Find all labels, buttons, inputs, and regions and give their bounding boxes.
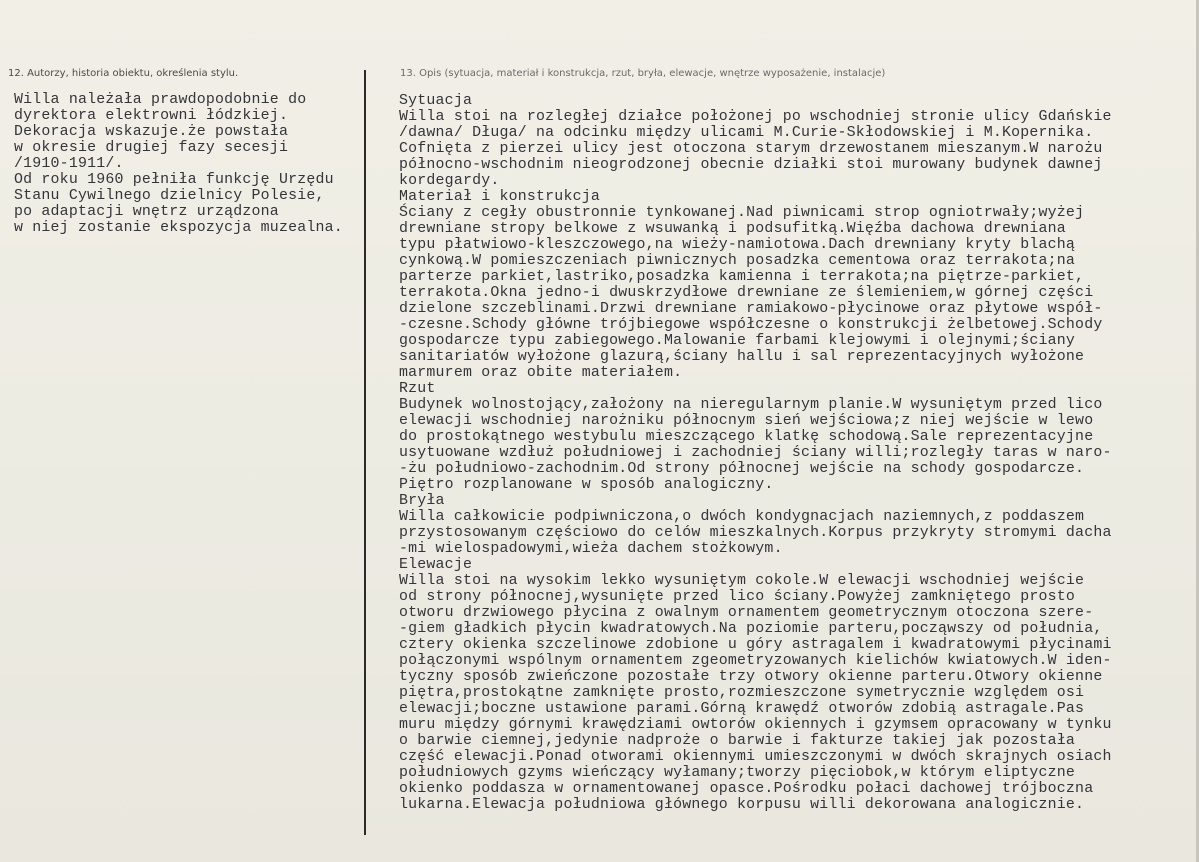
text-line: Willa stoi na wysokim lekko wysuniętym cokole.W elewacji wschodniej wejście bbox=[399, 573, 1085, 589]
text-line: Elewacje bbox=[399, 557, 473, 573]
text-line: Od roku 1960 pełniła funkcję Urzędu bbox=[14, 172, 334, 188]
text-line: cynkową.W pomieszczeniach piwnicznych posadzka cementowa oraz terrakota;na bbox=[399, 253, 1076, 269]
text-line: terrakota.Okna jedno-i dwuskrzydłowe drewniane ze ślemieniem,w górnej części bbox=[399, 285, 1094, 301]
text-line: -żu południowo-zachodnim.Od strony północnej wejście na schody gospodarcze. bbox=[399, 461, 1085, 477]
text-line: /dawna/ Długa/ na odcinku między ulicami M.Curie-Skłodowskiej i M.Kopernika. bbox=[399, 125, 1094, 141]
text-line: kordegardy. bbox=[399, 173, 500, 189]
text-line: o barwie ciemnej,jedynie nadproże o barwie i fakturze takiej jak pozostała bbox=[399, 733, 1076, 749]
text-line: gospodarcze typu zabiegowego.Malowanie farbami klejowymi i olejnymi;ściany bbox=[399, 333, 1076, 349]
text-line: drewniane stropy belkowe z wsuwanką i podsufitką.Więźba dachowa drewniana bbox=[399, 221, 1066, 237]
column-divider bbox=[364, 70, 366, 835]
text-line: usytuowane wzdłuż południowej i zachodniej ściany willi;rozległy taras w naro- bbox=[399, 445, 1112, 461]
text-line: tyczny sposób zwieńczone pozostałe trzy otwory okienne parteru.Otwory okienne bbox=[399, 669, 1103, 685]
text-line: elewacji wschodniej narożniku północnym sień wejściowa;z niej wejście w lewo bbox=[399, 413, 1094, 429]
text-line: otworu drzwiowego płycina z owalnym ornamentem geometrycznym otoczona szere- bbox=[399, 605, 1094, 621]
right-column-text bbox=[399, 93, 1199, 813]
text-line: w niej zostanie ekspozycja muzealna. bbox=[14, 220, 343, 236]
text-line: Stanu Cywilnego dzielnicy Polesie, bbox=[14, 188, 325, 204]
text-line: po adaptacji wnętrz urządzona bbox=[14, 204, 279, 220]
text-line: marmurem oraz obite materiałem. bbox=[399, 365, 683, 381]
text-line: -mi wielospadowymi,wieża dachem stożkowym. bbox=[399, 541, 783, 557]
text-line: okienko poddasza w ornamentowanej opasce.Pośrodku połaci dachowej trójboczna bbox=[399, 781, 1094, 797]
text-line: muru między górnymi krawędziami owtorów okiennych i gzymsem opracowany w tynku bbox=[399, 717, 1112, 733]
text-line: sanitariatów wyłożone glazurą,ściany hallu i sal reprezentacyjnych wyłożone bbox=[399, 349, 1085, 365]
text-line: Willa całkowicie podpiwniczona,o dwóch kondygnacjach naziemnych,z poddaszem bbox=[399, 509, 1085, 525]
text-line: Rzut bbox=[399, 381, 436, 397]
text-line: elewacji;boczne ustawione parami.Górną krawędź otworów zdobią astragale.Pas bbox=[399, 701, 1085, 717]
text-line: połączonymi wspólnym ornamentem zgeometryzowanych kielichów kwiatowych.W iden- bbox=[399, 653, 1112, 669]
header-left: 12. Autorzy, historia obiektu, określenia stylu. bbox=[8, 68, 239, 79]
left-column-text bbox=[14, 92, 364, 236]
text-line: część elewacji.Ponad otworami okiennymi umieszczonymi w dwóch skrajnych osiach bbox=[399, 749, 1112, 765]
text-line: parterze parkiet,lastriko,posadzka kamienna i terrakota;na piętrze-parkiet, bbox=[399, 269, 1085, 285]
text-line: Ściany z cegły obustronnie tynkowanej.Nad piwnicami strop ogniotrwały;wyżej bbox=[399, 205, 1085, 221]
text-line: Willa należała prawdopodobnie do bbox=[14, 92, 307, 108]
text-line: -giem gładkich płycin kwadratowych.Na poziomie parteru,począwszy od południa, bbox=[399, 621, 1103, 637]
text-line: cztery okienka szczelinowe zdobione u góry astragalem i kwadratowymi płycinami bbox=[399, 637, 1112, 653]
text-line: piętra,prostokątne zamknięte prosto,rozmieszczone symetrycznie względem osi bbox=[399, 685, 1085, 701]
text-line: Budynek wolnostojący,założony na nieregularnym planie.W wysuniętym przed lico bbox=[399, 397, 1103, 413]
text-line: Bryła bbox=[399, 493, 445, 509]
text-line: Cofnięta z pierzei ulicy jest otoczona starym drzewostanem mieszanym.W narożu bbox=[399, 141, 1103, 157]
text-line: Sytuacja bbox=[399, 93, 473, 109]
text-line: typu płatwiowo-kleszczowego,na wieży-namiotowa.Dach drewniany kryty blachą bbox=[399, 237, 1076, 253]
text-line: Willa stoi na rozległej działce położonej po wschodniej stronie ulicy Gdańskie bbox=[399, 109, 1112, 125]
text-line: przystosowanym częściowo do celów mieszkalnych.Korpus przykryty stromymi dacha bbox=[399, 525, 1112, 541]
header-right: 13. Opis (sytuacja, materiał i konstrukcja, rzut, bryła, elewacje, wnętrze wyposażenie, instalacje) bbox=[400, 68, 886, 79]
text-line: Dekoracja wskazuje.że powstała bbox=[14, 124, 289, 140]
text-line: północno-wschodnim nieogrodzonej obecnie działki stoi murowany budynek dawnej bbox=[399, 157, 1103, 173]
text-line: -czesne.Schody główne trójbiegowe współczesne o konstrukcji żelbetowej.Schody bbox=[399, 317, 1103, 333]
text-line: do prostokątnego westybulu mieszczącego klatkę schodową.Sale reprezentacyjne bbox=[399, 429, 1094, 445]
text-line: Materiał i konstrukcja bbox=[399, 189, 600, 205]
text-line: w okresie drugiej fazy secesji bbox=[14, 140, 289, 156]
text-line: Piętro rozplanowane w sposób analogiczny. bbox=[399, 477, 774, 493]
text-line: południowych gzyms wieńczący wyłamany;tworzy pięciobok,w którym eliptyczne bbox=[399, 765, 1076, 781]
text-line: lukarna.Elewacja południowa głównego korpusu willi dekorowana analogicznie. bbox=[399, 797, 1085, 813]
text-line: dyrektora elektrowni łódzkiej. bbox=[14, 108, 289, 124]
text-line: /1910-1911/. bbox=[14, 156, 124, 172]
text-line: dzielone szczeblinami.Drzwi drewniane ramiakowo-płycinowe oraz płytowe współ- bbox=[399, 301, 1103, 317]
text-line: od strony północnej,wysunięte przed lico ściany.Powyżej zamkniętego prosto bbox=[399, 589, 1076, 605]
